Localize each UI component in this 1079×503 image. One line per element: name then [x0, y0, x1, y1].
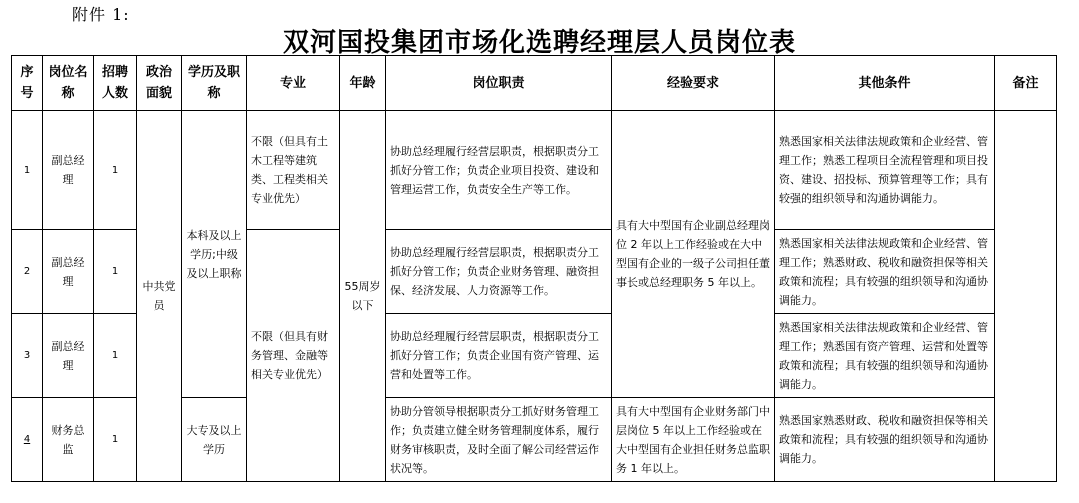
row-count: 1 [94, 230, 137, 314]
row-seq: 3 [12, 314, 43, 398]
header-position: 岗位名称 [43, 56, 94, 111]
education-cell: 大专及以上学历 [182, 398, 247, 482]
page-title: 双河国投集团市场化选聘经理层人员岗位表 [282, 28, 796, 58]
major-cell: 不限（但具有土木工程等建筑类、工程类相关专业优先） [247, 111, 340, 230]
header-duties: 岗位职责 [386, 56, 612, 111]
experience-cell: 具有大中型国有企业财务部门中层岗位 5 年以上工作经验或在大中型国有企业担任财务总监职务 1 年以上。 [612, 398, 775, 482]
header-seq: 序号 [12, 56, 43, 111]
header-count: 招聘人数 [94, 56, 137, 111]
row-position: 副总经理 [43, 314, 94, 398]
other-cell: 熟悉国家相关法律法规政策和企业经营、管理工作；熟悉财政、税收和融资担保等相关政策和流程；具有较强的组织领导和沟通协调能力。 [775, 230, 995, 314]
row-count: 1 [94, 398, 137, 482]
row-seq: 2 [12, 230, 43, 314]
header-experience: 经验要求 [612, 56, 775, 111]
header-age: 年龄 [340, 56, 386, 111]
age-cell: 55周岁以下 [340, 111, 386, 482]
other-cell: 熟悉国家相关法律法规政策和企业经营、管理工作；熟悉工程项目全流程管理和项目投资、建设、招投标、预算管理等工作；具有较强的组织领导和沟通协调能力。 [775, 111, 995, 230]
duties-cell: 协助总经理履行经营层职责，根据职责分工抓好分管工作；负责企业项目投资、建设和管理运营工作，负责安全生产等工作。 [386, 111, 612, 230]
duties-cell: 协助总经理履行经营层职责，根据职责分工抓好分管工作；负责企业财务管理、融资担保、经济发展、人力资源等工作。 [386, 230, 612, 314]
duties-cell: 协助总经理履行经营层职责，根据职责分工抓好分管工作；负责企业国有资产管理、运营和处置等工作。 [386, 314, 612, 398]
header-other: 其他条件 [775, 56, 995, 111]
row-position: 财务总监 [43, 398, 94, 482]
row-position: 副总经理 [43, 230, 94, 314]
remark-cell [995, 111, 1057, 482]
header-major: 专业 [247, 56, 340, 111]
header-row [12, 56, 1057, 111]
row-seq: 1 [12, 111, 43, 230]
table-row [12, 111, 1057, 230]
other-cell: 熟悉国家熟悉财政、税收和融资担保等相关政策和流程；具有较强的组织领导和沟通协调能力。 [775, 398, 995, 482]
education-cell: 本科及以上学历;中级及以上职称 [182, 111, 247, 398]
header-education: 学历及职称 [182, 56, 247, 111]
row-count: 1 [94, 314, 137, 398]
row-count: 1 [94, 111, 137, 230]
duties-cell: 协助分管领导根据职责分工抓好财务管理工作；负责建立健全财务管理制度体系，履行财务审核职责，及时全面了解公司经营运作状况等。 [386, 398, 612, 482]
row-seq: 4 [12, 398, 43, 482]
attachment-label: 附件 1: [72, 5, 130, 24]
political-cell: 中共党员 [137, 111, 182, 482]
header-political: 政治面貌 [137, 56, 182, 111]
row-position: 副总经理 [43, 111, 94, 230]
other-cell: 熟悉国家相关法律法规政策和企业经营、管理工作；熟悉国有资产管理、运营和处置等政策和流程；具有较强的组织领导和沟通协调能力。 [775, 314, 995, 398]
major-cell: 不限（但具有财务管理、金融等相关专业优先） [247, 230, 340, 482]
positions-table [11, 55, 1057, 482]
experience-cell: 具有大中型国有企业副总经理岗位 2 年以上工作经验或在大中型国有企业的一级子公司担任董事长或总经理职务 5 年以上。 [612, 111, 775, 398]
header-remark: 备注 [995, 56, 1057, 111]
